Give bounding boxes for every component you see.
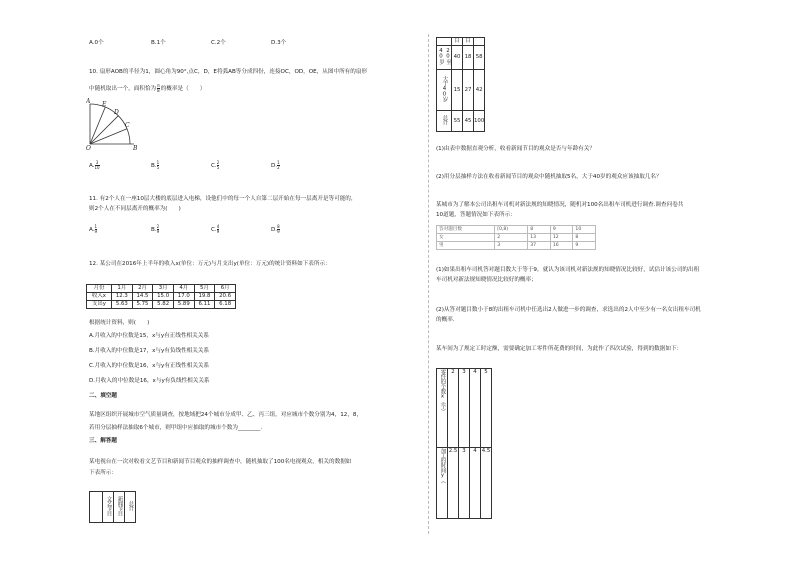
- income-expense-table: [86, 284, 236, 309]
- solve1-line2: 下表所示：: [89, 470, 117, 476]
- table-cell: 37: [528, 242, 551, 250]
- q11-option-b: B. $\frac{2}{9}$: [151, 224, 160, 234]
- q10-option-a: A. $\frac{3}{10}$: [89, 160, 100, 170]
- table-cell: 文艺节目: [103, 492, 114, 523]
- sector-figure: [86, 98, 148, 150]
- table-cell: 月份: [87, 285, 112, 293]
- table-cell: 5.89: [173, 301, 194, 309]
- segment-od: [90, 116, 118, 144]
- fill1-line2: 若用分层抽样法抽取6个城市，则甲组中应抽取的城市个数为________.: [89, 425, 263, 431]
- q11-option-c: C. $\frac{4}{9}$: [211, 224, 220, 234]
- q9-option-c: C.2个: [211, 40, 226, 46]
- table-cell: 18: [463, 46, 474, 70]
- table-cell: 5.75: [132, 301, 153, 309]
- table-row: [437, 369, 492, 448]
- fill1-line1: 某地区组织开展城市空气质量调查，按地域把24个城市分成甲、乙、丙三组，对应城市个数分别为4，12，8，: [89, 412, 363, 418]
- table-cell: 目: [463, 38, 474, 46]
- q11-stem-line2: 则2个人在不同层离开的概率为( ): [89, 206, 181, 212]
- table-cell: 新闻节目: [114, 492, 125, 523]
- table-cell: 5.82: [153, 301, 174, 309]
- table-cell: [90, 492, 103, 523]
- table-cell: 6.18: [215, 301, 236, 309]
- table-cell: 目: [452, 38, 463, 46]
- q9-option-d: D.3个: [271, 40, 287, 46]
- driver-answer-table: [436, 225, 596, 250]
- solve2-line2: 10道题，答题情况如下表所示：: [436, 212, 516, 218]
- table-row: [437, 38, 485, 46]
- solve3-stem: 某车间为了规定工时定额，需要确定加工零件所花费的时间，为此作了四次试验，得到的数据如下：: [436, 346, 683, 352]
- solve1-q2: (2)用分层抽样方法在收看新闻节目的观众中随机抽取5名，大于40岁的观众应该抽取几名？: [436, 174, 662, 180]
- q10-stem-line1: 10. 扇形AOB的半径为1，圆心角为90°,点C，D，E将弧AB等分成四份，连接OC，OD，OE，从图中所有的扇形: [89, 69, 368, 75]
- table-cell: 17.0: [173, 293, 194, 301]
- column-divider: [428, 34, 429, 534]
- table-cell: 4: [470, 369, 481, 448]
- table-cell: 6月: [215, 285, 236, 293]
- solve2-line1: 某城市为了解本公司出租车司机对新法规的知晓情况，随机对100名出租车司机进行调查.调查问卷共: [436, 202, 684, 208]
- table-cell: 总计: [437, 111, 452, 132]
- table-cell: [474, 38, 485, 46]
- table-cell: 5: [481, 369, 492, 448]
- table-cell: 大于40岁: [437, 70, 452, 111]
- table-cell: 55: [452, 111, 463, 132]
- table-cell: 9: [573, 242, 596, 250]
- table-row: [87, 285, 236, 293]
- q12-option-d: D.月收入的中位数是16，x与y有负线性相关关系: [89, 378, 210, 384]
- table-cell: 3: [459, 448, 470, 519]
- viewer-table-header: [89, 491, 136, 523]
- table-cell: 15: [452, 70, 463, 111]
- table-cell: 零件的个数x（个）: [437, 369, 448, 448]
- table-cell: 10: [573, 226, 596, 234]
- table-cell: 20.6: [215, 293, 236, 301]
- q9-option-b: B.1个: [151, 40, 166, 46]
- table-cell: 100: [474, 111, 485, 132]
- table-cell: 45: [463, 111, 474, 132]
- label-d: D: [114, 109, 119, 116]
- table-cell: 6.11: [194, 301, 215, 309]
- label-o: O: [86, 145, 91, 150]
- solve1-q1: (1)由表中数据直观分析，收看新闻节目的观众是否与年龄有关？: [436, 146, 595, 152]
- table-row: [437, 111, 485, 132]
- table-cell: 16: [550, 242, 573, 250]
- table-cell: 19.8: [194, 293, 215, 301]
- q12-option-b: B.月收入的中位数是17，x与y有负线性相关关系: [89, 348, 210, 354]
- table-cell: 支出y: [87, 301, 112, 309]
- table-row: [87, 301, 236, 309]
- table-cell: 4月: [173, 285, 194, 293]
- table-cell: 总计: [125, 492, 136, 523]
- table-cell: 4: [470, 448, 481, 519]
- table-row: [437, 242, 596, 250]
- solve2-q1-line2: 车司机对新法规知晓情况比较好的概率；: [436, 277, 537, 283]
- table-cell: 1月: [112, 285, 133, 293]
- table-row: [437, 46, 485, 70]
- table-cell: 2: [495, 234, 528, 242]
- q10-option-b: B. $\frac{1}{5}$: [151, 160, 160, 170]
- table-cell: 2.5: [448, 448, 459, 519]
- table-cell: 男: [437, 242, 495, 250]
- solve2-q2-line1: (2)从答对题目数小于8的出租车司机中任选出2人做进一步的调查，求选出的2人中至少有一名女出租车司机: [436, 307, 701, 313]
- table-row: [437, 226, 596, 234]
- table-cell: 3: [459, 369, 470, 448]
- table-row: [437, 234, 596, 242]
- table-row: [437, 70, 485, 111]
- table-cell: [437, 38, 452, 46]
- table-cell: 42: [474, 70, 485, 111]
- table-cell: 收入x: [87, 293, 112, 301]
- table-cell: 27: [463, 70, 474, 111]
- table-cell: 40: [452, 46, 463, 70]
- q11-option-d: D. $\frac{8}{9}$: [271, 224, 280, 234]
- q10-stem-line2: 中随机取出一个，面积恰为 $\frac{\pi}{8}$ 的概率是（ ）: [89, 83, 206, 93]
- section-answer-title: 三、解答题: [89, 438, 117, 444]
- table-cell: 5.63: [112, 301, 133, 309]
- solve2-q2-line2: 的概率.: [436, 317, 455, 323]
- label-b: B: [133, 145, 138, 150]
- table-cell: 加工的时间y（: [437, 448, 448, 519]
- q10-stem-fraction: $\frac{\pi}{8}$: [157, 83, 160, 93]
- label-a: A: [86, 98, 91, 105]
- table-cell: 女: [437, 234, 495, 242]
- table-cell: 8: [573, 234, 596, 242]
- table-cell: 2: [448, 369, 459, 448]
- table-cell: 2月: [132, 285, 153, 293]
- solve1-line1: 某电视台在一次对收看文艺节目和新闻节目观众的抽样调查中，随机抽取了100名电视观众，相关的数据如: [89, 459, 352, 465]
- table-cell: 13: [528, 234, 551, 242]
- label-e: E: [102, 101, 107, 108]
- table-cell: 14.5: [132, 293, 153, 301]
- table-cell: 答对题目数: [437, 226, 495, 234]
- q12-prompt: 根据统计资料，则( ): [89, 320, 150, 326]
- table-cell: 20至40岁: [437, 46, 452, 70]
- label-c: C: [125, 122, 130, 129]
- table-cell: 8: [528, 226, 551, 234]
- table-cell: 3: [495, 242, 528, 250]
- table-cell: 58: [474, 46, 485, 70]
- q9-option-a: A.0个: [89, 40, 104, 46]
- workshop-table: [436, 368, 492, 519]
- q11-stem-line1: 11. 有2个人在一座10层大楼的底层进入电梯，设他们中的每一个人自第二层开始在每一层离开是等可能的，: [89, 196, 357, 202]
- table-row: [90, 492, 136, 523]
- q12-option-c: C.月收入的中位数是16，x与y有正线性相关关系: [89, 363, 210, 369]
- table-cell: 3月: [153, 285, 174, 293]
- viewer-table-body: [436, 37, 485, 132]
- q11-option-a: A. $\frac{1}{9}$: [89, 224, 98, 234]
- q12-option-a: A.月收入的中位数是15，x与y有正线性相关关系: [89, 333, 209, 339]
- table-cell: 12.3: [112, 293, 133, 301]
- q10-option-c: C. $\frac{2}{5}$: [211, 160, 220, 170]
- table-row: [87, 293, 236, 301]
- table-cell: 15.0: [153, 293, 174, 301]
- solve2-q1-line1: (1)如果出租车司机答对题目数大于等于9，就认为该司机对新法规的知晓情况比较好，试估计该公司的出租: [436, 267, 700, 273]
- table-cell: 4.5: [481, 448, 492, 519]
- q10-option-d: D. $\frac{1}{2}$: [271, 160, 280, 170]
- table-cell: 5月: [194, 285, 215, 293]
- table-cell: 9: [550, 226, 573, 234]
- table-cell: [0,8): [495, 226, 528, 234]
- q12-stem: 12. 某公司在2016年上半年的收入x(单位：万元)与月支出y(单位：万元)的统计资料如下表所示：: [89, 261, 331, 267]
- section-fill-in-title: 二、填空题: [89, 393, 117, 399]
- table-row: [437, 448, 492, 519]
- table-cell: 12: [550, 234, 573, 242]
